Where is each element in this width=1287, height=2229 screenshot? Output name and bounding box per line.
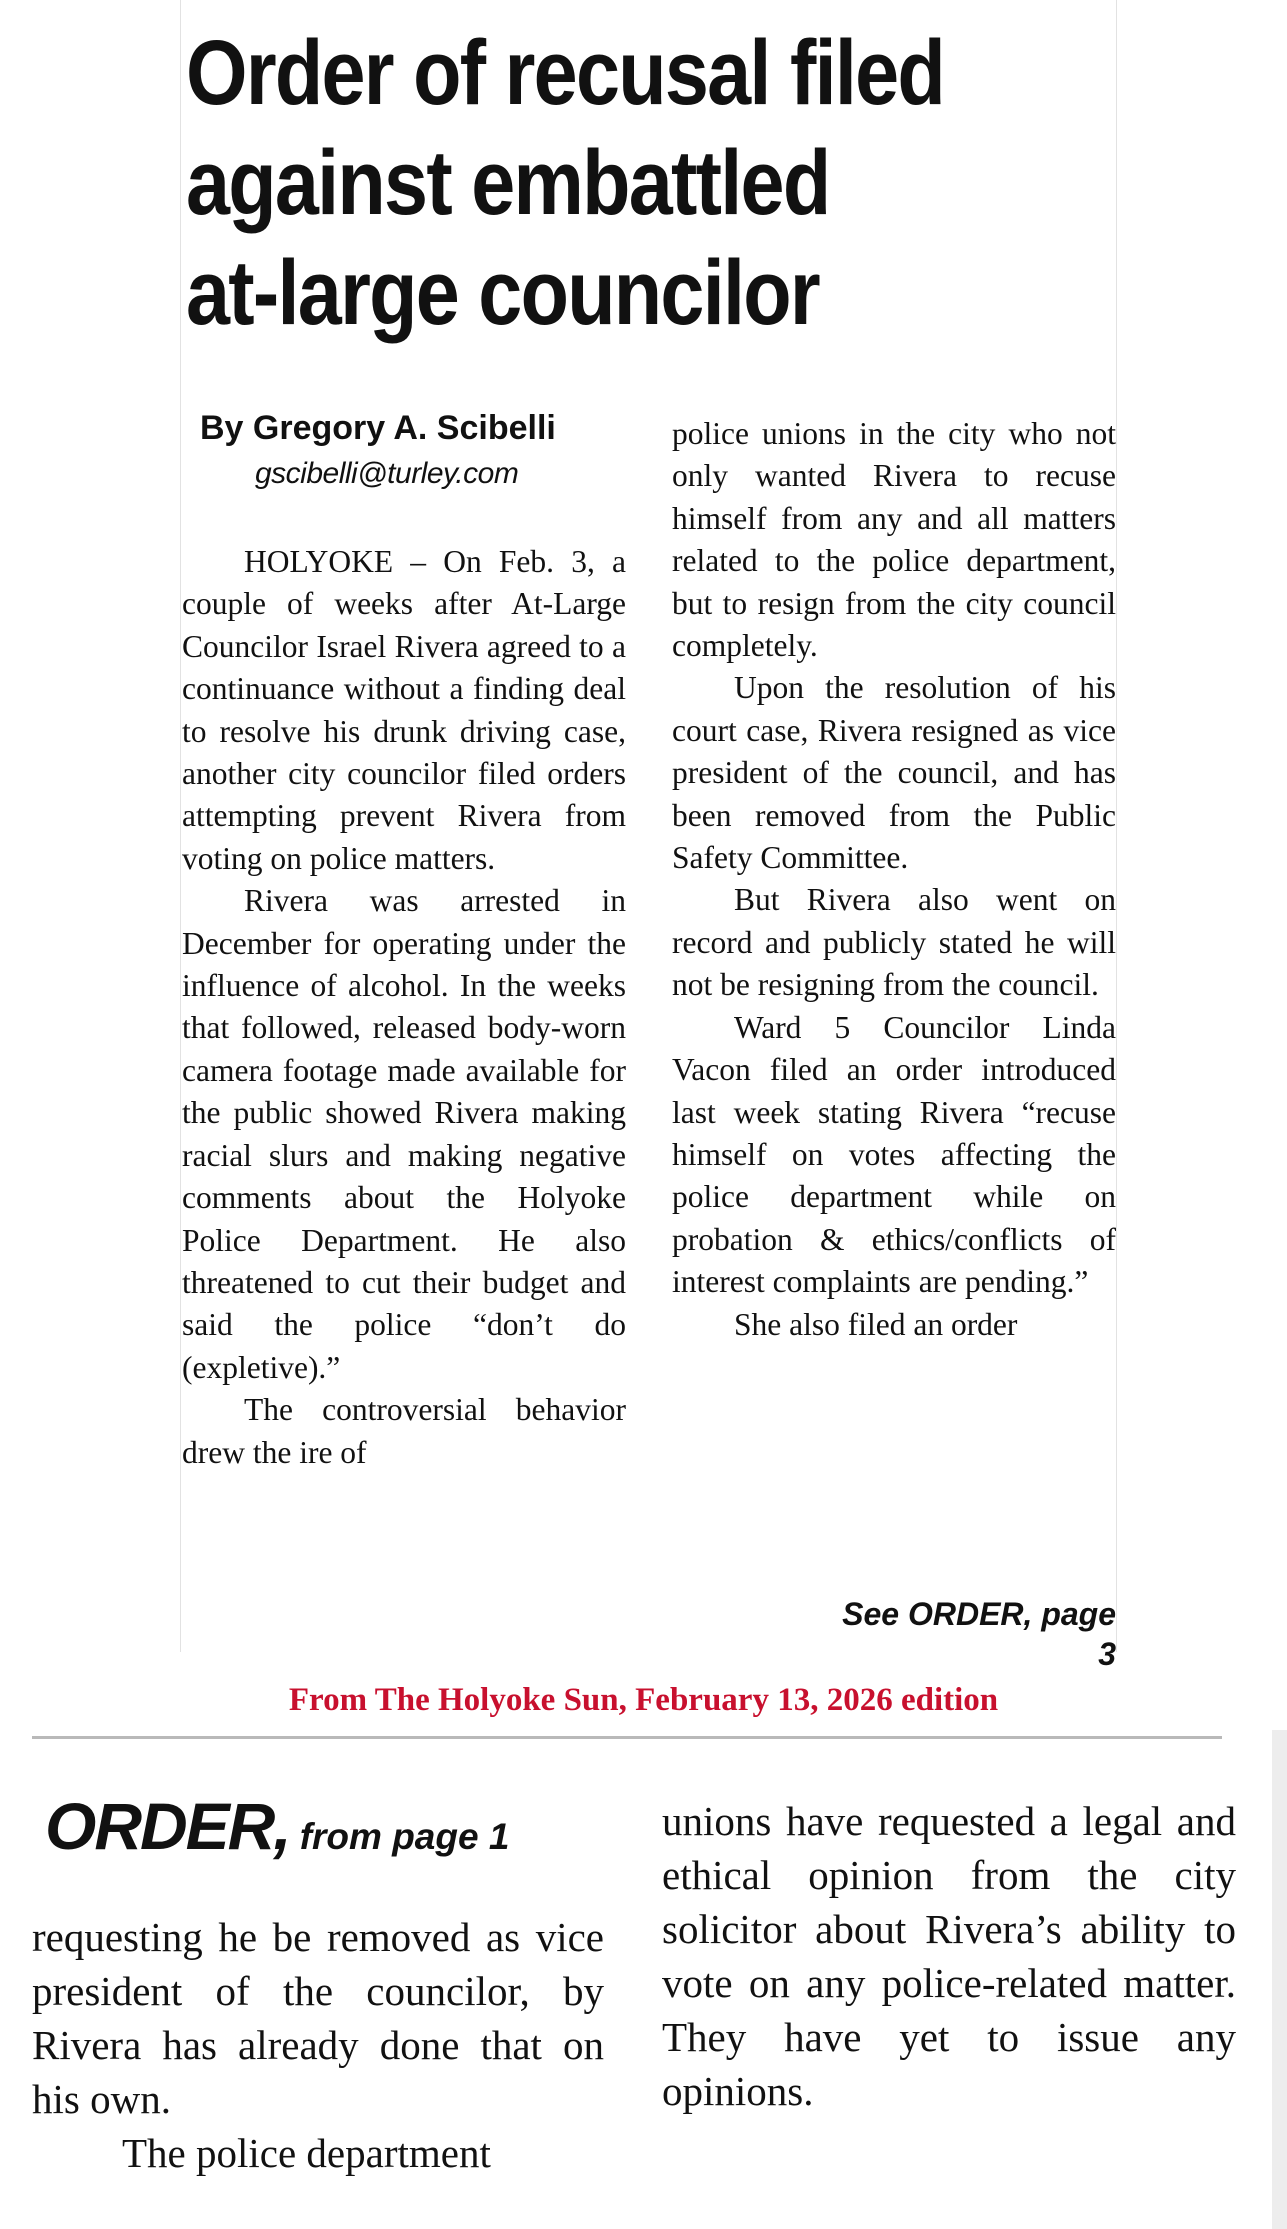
headline-line-1: Order of recusal filed bbox=[186, 22, 944, 124]
paragraph: But Rivera also went on record and publicly stated he will not be resigning from the council. bbox=[672, 882, 1116, 1003]
paragraph: HOLYOKE – On Feb. 3, a couple of weeks after At-Large Councilor Israel Rivera agreed to a continuance without a finding deal to resolve his drunk driving case, another city councilor filed orders attempting prevent Rivera from voting on police matters. bbox=[182, 544, 626, 876]
byline: By Gregory A. Scibelli bbox=[200, 409, 556, 447]
paragraph: Ward 5 Councilor Linda Vacon filed an order introduced last week stating Rivera “recuse himself on votes affecting the police department while on probation & ethics/conflicts of interest complaints are pending.” bbox=[672, 1009, 1116, 1300]
headline-line-2: against embattled bbox=[186, 132, 830, 234]
continuation-heading-sub: from page 1 bbox=[299, 1816, 510, 1857]
source-caption: From The Holyoke Sun, February 13, 2026 edition bbox=[288, 1682, 999, 1718]
paragraph: Rivera was arrested in December for operating under the influence of alcohol. In the weeks that followed, released body-worn camera footage made available for the public showed Rivera making racial slurs and making negative comments about the Holyoke Police Department. He also threatened to cut their budget and said the police “don’t do (expletive).” bbox=[182, 883, 626, 1385]
paragraph: Upon the resolution of his court case, Rivera resigned as vice president of the council, and has been removed from the Public Safety Committee. bbox=[672, 670, 1116, 876]
page-edge bbox=[1272, 1730, 1287, 2229]
article-column-left bbox=[182, 541, 626, 1474]
continuation-column-right bbox=[662, 1794, 1236, 2118]
article-column-right bbox=[672, 413, 1116, 1346]
article-headline bbox=[186, 18, 986, 348]
jump-line: See ORDER, page 3 bbox=[842, 1596, 1116, 1672]
paragraph: unions have requested a legal and ethical opinion from the city solicitor about Rivera’s ability to vote on any police-related matter. They have yet to issue any opinions. bbox=[662, 1798, 1236, 2114]
paragraph: The controversial behavior drew the ire of bbox=[182, 1392, 626, 1470]
paragraph: police unions in the city who not only wanted Rivera to recuse himself from any and all matters related to the police department, but to resign from the city council completely. bbox=[672, 416, 1116, 664]
continuation-column-left bbox=[32, 1910, 604, 2180]
author-email: gscibelli@turley.com bbox=[255, 457, 519, 490]
continuation-heading-main: ORDER, bbox=[45, 1789, 290, 1863]
headline-line-3: at-large councilor bbox=[186, 242, 819, 344]
paragraph: She also filed an order bbox=[734, 1306, 1018, 1342]
paragraph: requesting he be removed as vice president of the councilor, by Rivera has already done that on his own. bbox=[32, 1914, 604, 2122]
continuation-heading bbox=[45, 1788, 509, 1864]
paragraph: The police department bbox=[122, 2130, 491, 2176]
divider bbox=[32, 1736, 1222, 1739]
